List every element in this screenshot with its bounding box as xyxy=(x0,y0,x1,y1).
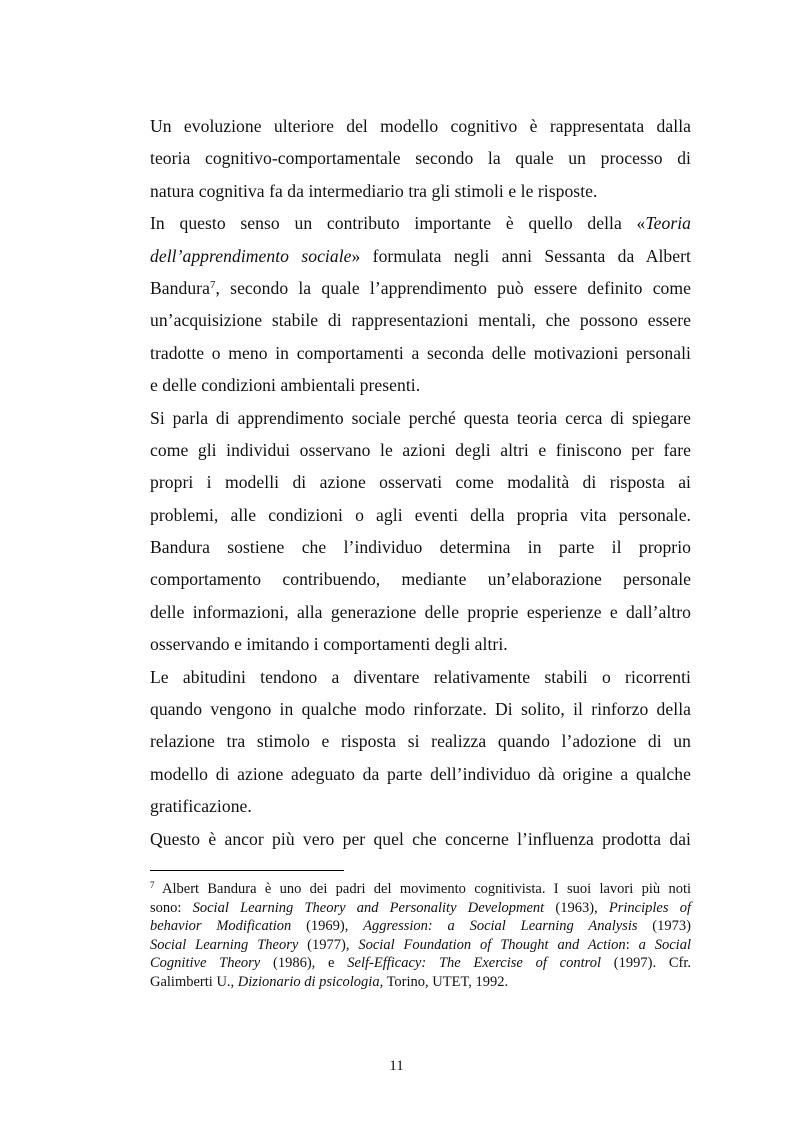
text-line: e delle condizioni ambientali presenti. xyxy=(150,375,421,396)
text-run: Bandura xyxy=(150,277,210,298)
text-run: Galimberti U., xyxy=(150,973,238,990)
italic-title: Cognitive Theory xyxy=(150,955,261,972)
footnote-line xyxy=(150,899,691,918)
italic-title: a Social xyxy=(638,936,691,953)
italic-title: Principles of xyxy=(608,899,691,916)
text-line: problemi, alle condizioni o agli eventi della propria vita personale. xyxy=(150,504,691,525)
text-line: tradotte o meno in comportamenti a seconda delle motivazioni personali xyxy=(150,342,691,363)
text-line: Si parla di apprendimento sociale perché questa teoria cerca di spiegare xyxy=(150,407,691,428)
text-line: Le abitudini tendono a diventare relativamente stabili o ricorrenti xyxy=(150,666,691,687)
italic-title: Teoria xyxy=(645,213,691,234)
italic-title: Aggression: a Social Learning Analysis xyxy=(363,918,638,935)
text-line: delle informazioni, alla generazione delle proprie esperienze e dall’altro xyxy=(150,601,691,622)
italic-title: Social Learning Theory xyxy=(150,936,299,953)
footnote-line xyxy=(150,917,691,936)
text-run: (1973) xyxy=(637,918,691,935)
text-run: : xyxy=(625,936,639,953)
text-line xyxy=(150,272,691,304)
text-line: teoria cognitivo-comportamentale secondo la quale un processo di xyxy=(150,148,691,169)
footnote-separator xyxy=(150,870,344,871)
text-line xyxy=(150,240,691,272)
text-line: natura cognitiva fa da intermediario tra gli stimoli e le risposte. xyxy=(150,180,598,201)
italic-title: Social Learning Theory and Personality Development xyxy=(192,899,545,916)
text-line: osservando e imitando i comportamenti degli altri. xyxy=(150,634,508,655)
footnote-marker: 7 xyxy=(150,880,155,890)
text-line: gratificazione. xyxy=(150,796,252,817)
text-run: (1977), xyxy=(298,936,359,953)
text-line: Un evoluzione ulteriore del modello cognitivo è rappresentata dalla xyxy=(150,116,691,136)
italic-title: dell’apprendimento sociale xyxy=(150,245,352,266)
text-line: quando vengono in qualche modo rinforzate. Di solito, il rinforzo della xyxy=(150,699,691,720)
text-run: Torino, UTET, 1992. xyxy=(383,973,509,990)
text-run: sono: xyxy=(150,899,193,916)
italic-title: Social Foundation of Thought and Action xyxy=(358,936,626,953)
text-line: un’acquisizione stabile di rappresentazioni mentali, che possono essere xyxy=(150,310,691,331)
body-text xyxy=(150,110,691,855)
text-run: (1969), xyxy=(291,918,364,935)
text-line: propri i modelli di azione osservati come modalità di risposta ai xyxy=(150,472,691,493)
text-run: (1986), e xyxy=(260,955,348,972)
text-line: come gli individui osservano le azioni degli altri e finiscono per fare xyxy=(150,439,691,460)
text-run: (1997). Cfr. xyxy=(601,955,692,972)
footnote-line xyxy=(150,954,691,973)
text-line: relazione tra stimolo e risposta si realizza quando l’adozione di un xyxy=(150,731,691,752)
footnote-line xyxy=(150,973,691,992)
text-run: » formulata negli anni Sessanta da Albert xyxy=(351,245,691,266)
text-line: comportamento contribuendo, mediante un’elaborazione personale xyxy=(150,569,691,590)
text-line xyxy=(150,207,691,239)
text-run: In questo senso un contributo importante è quello della « xyxy=(150,213,646,234)
footnote-line xyxy=(150,936,691,955)
text-line: Questo è ancor più vero per quel che concerne l’influenza prodotta dai xyxy=(150,828,691,849)
text-line: modello di azione adeguato da parte dell’individuo dà origine a qualche xyxy=(150,763,691,784)
footnote xyxy=(150,880,691,992)
text-line: Bandura sostiene che l’individuo determina in parte il proprio xyxy=(150,537,691,558)
text-run: (1963), xyxy=(544,899,609,916)
text-run: Albert Bandura è uno dei padri del movimento cognitivista. I suoi lavori più noti xyxy=(154,881,691,897)
footnote-line xyxy=(150,880,691,899)
italic-title: behavior Modification xyxy=(150,918,292,935)
italic-title: Dizionario di psicologia, xyxy=(237,973,384,990)
italic-title: Self-Efficacy: The Exercise of control xyxy=(347,955,602,972)
footnote-reference[interactable]: 7 xyxy=(209,278,216,291)
page-number: 11 xyxy=(389,1058,404,1074)
text-run: , secondo la quale l’apprendimento può essere definito come xyxy=(215,277,691,298)
